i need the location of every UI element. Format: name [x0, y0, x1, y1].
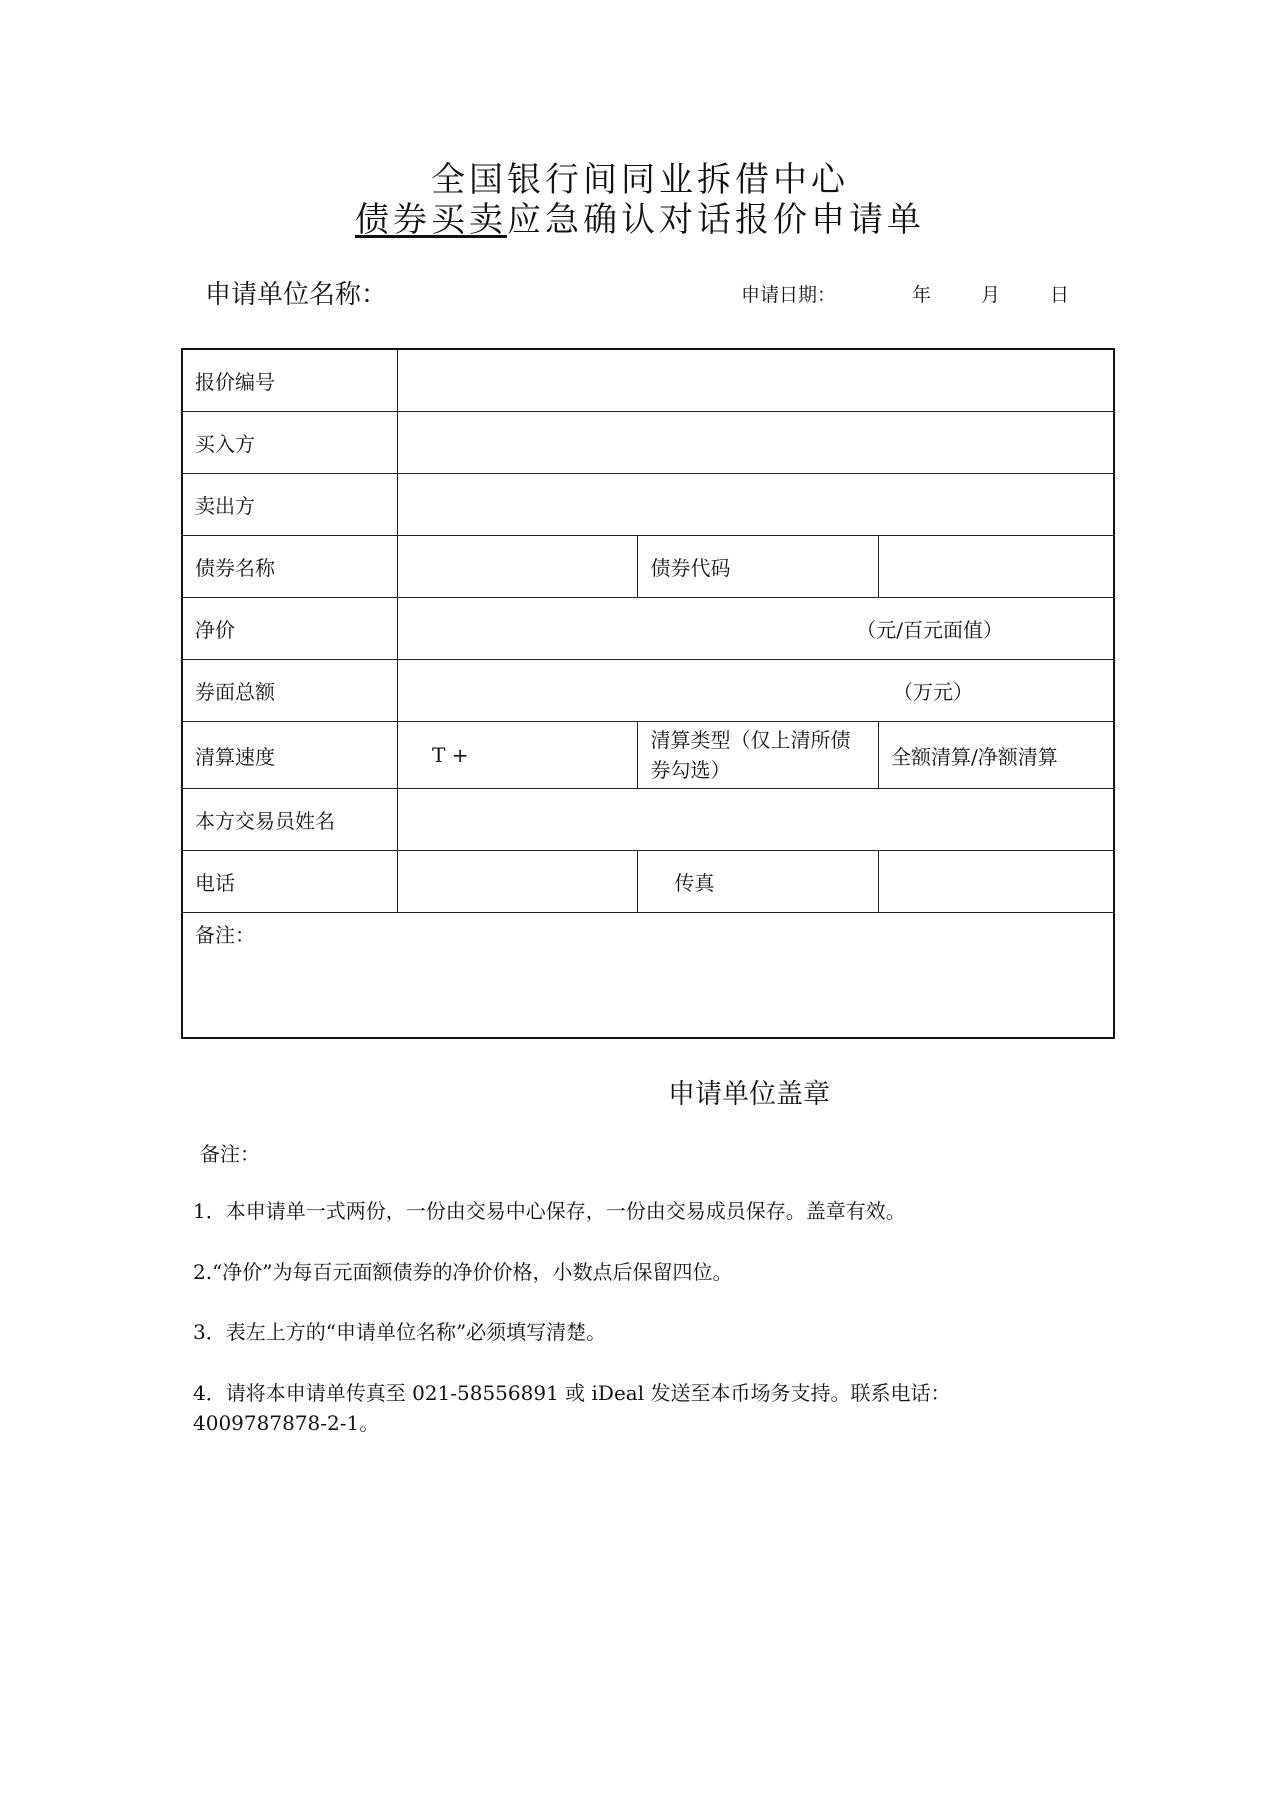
settle-type-field[interactable]	[878, 722, 1114, 789]
settle-type-label: 清算类型（仅上清所债券勾选）	[638, 722, 879, 789]
buyer-field[interactable]	[398, 412, 1115, 474]
settle-speed-label: 清算速度	[182, 722, 398, 789]
note-item: 1．本申请单一式两份，一份由交易中心保存，一份由交易成员保存。盖章有效。	[193, 1199, 906, 1223]
date-label: 申请日期：	[741, 284, 837, 306]
bond-code-field[interactable]	[878, 536, 1114, 598]
quote-no-field[interactable]	[398, 349, 1115, 412]
month-label: 月	[981, 284, 1001, 306]
fax-label: 传真	[638, 851, 879, 913]
year-label: 年	[912, 284, 932, 306]
day-label: 日	[1050, 284, 1070, 306]
row-trader	[182, 789, 1114, 851]
note-item: 4．请将本申请单传真至 021-58556891 或 iDeal 发送至本币场务支持。联系电话：4009787878-2-1。	[193, 1381, 951, 1435]
row-net-price	[182, 598, 1114, 660]
quote-form-table	[181, 348, 1115, 1039]
trader-name-label: 本方交易员姓名	[182, 789, 398, 851]
row-bond	[182, 536, 1114, 598]
face-total-unit: （万元）	[893, 680, 973, 704]
face-total-label: 券面总额	[182, 660, 398, 722]
form-title-rest: 应急确认对话报价申请单	[507, 200, 925, 240]
net-price-field[interactable]	[398, 598, 1115, 660]
settle-type-value: 全额清算/净额清算	[890, 744, 1058, 769]
row-face-total	[182, 660, 1114, 722]
form-title	[0, 192, 1280, 241]
seller-label: 卖出方	[182, 474, 398, 536]
bond-name-field[interactable]	[398, 536, 638, 598]
row-remarks	[182, 913, 1114, 1039]
row-contact	[182, 851, 1114, 913]
seller-field[interactable]	[398, 474, 1115, 536]
settle-speed-value: T +	[432, 743, 469, 767]
row-settlement	[182, 722, 1114, 789]
notes-title: 备注：	[200, 1142, 260, 1166]
remarks-field[interactable]	[182, 913, 1114, 1039]
note-item: 3．表左上方的“申请单位名称”必须填写清楚。	[193, 1320, 607, 1344]
seal-label: 申请单位盖章	[668, 1079, 830, 1110]
row-seller	[182, 474, 1114, 536]
face-total-field[interactable]	[398, 660, 1115, 722]
trader-name-field[interactable]	[398, 789, 1115, 851]
bond-code-label: 债券代码	[638, 536, 879, 598]
org-title: 全国银行间同业拆借中心	[431, 160, 849, 200]
bond-name-label: 债券名称	[182, 536, 398, 598]
row-buyer	[182, 412, 1114, 474]
form-title-underlined: 债券买卖	[355, 200, 507, 240]
settle-speed-field[interactable]	[398, 722, 638, 789]
note-item: 2.“净价”为每百元面额债券的净价价格，小数点后保留四位。	[193, 1260, 733, 1284]
remarks-label: 备注：	[195, 923, 255, 947]
quote-no-label: 报价编号	[182, 349, 398, 412]
phone-field[interactable]	[398, 851, 638, 913]
applicant-label: 申请单位名称：	[205, 280, 388, 310]
net-price-unit: （元/百元面值）	[856, 618, 1003, 642]
fax-field[interactable]	[878, 851, 1114, 913]
phone-label: 电话	[182, 851, 398, 913]
buyer-label: 买入方	[182, 412, 398, 474]
row-quote-no	[182, 349, 1114, 412]
net-price-label: 净价	[182, 598, 398, 660]
